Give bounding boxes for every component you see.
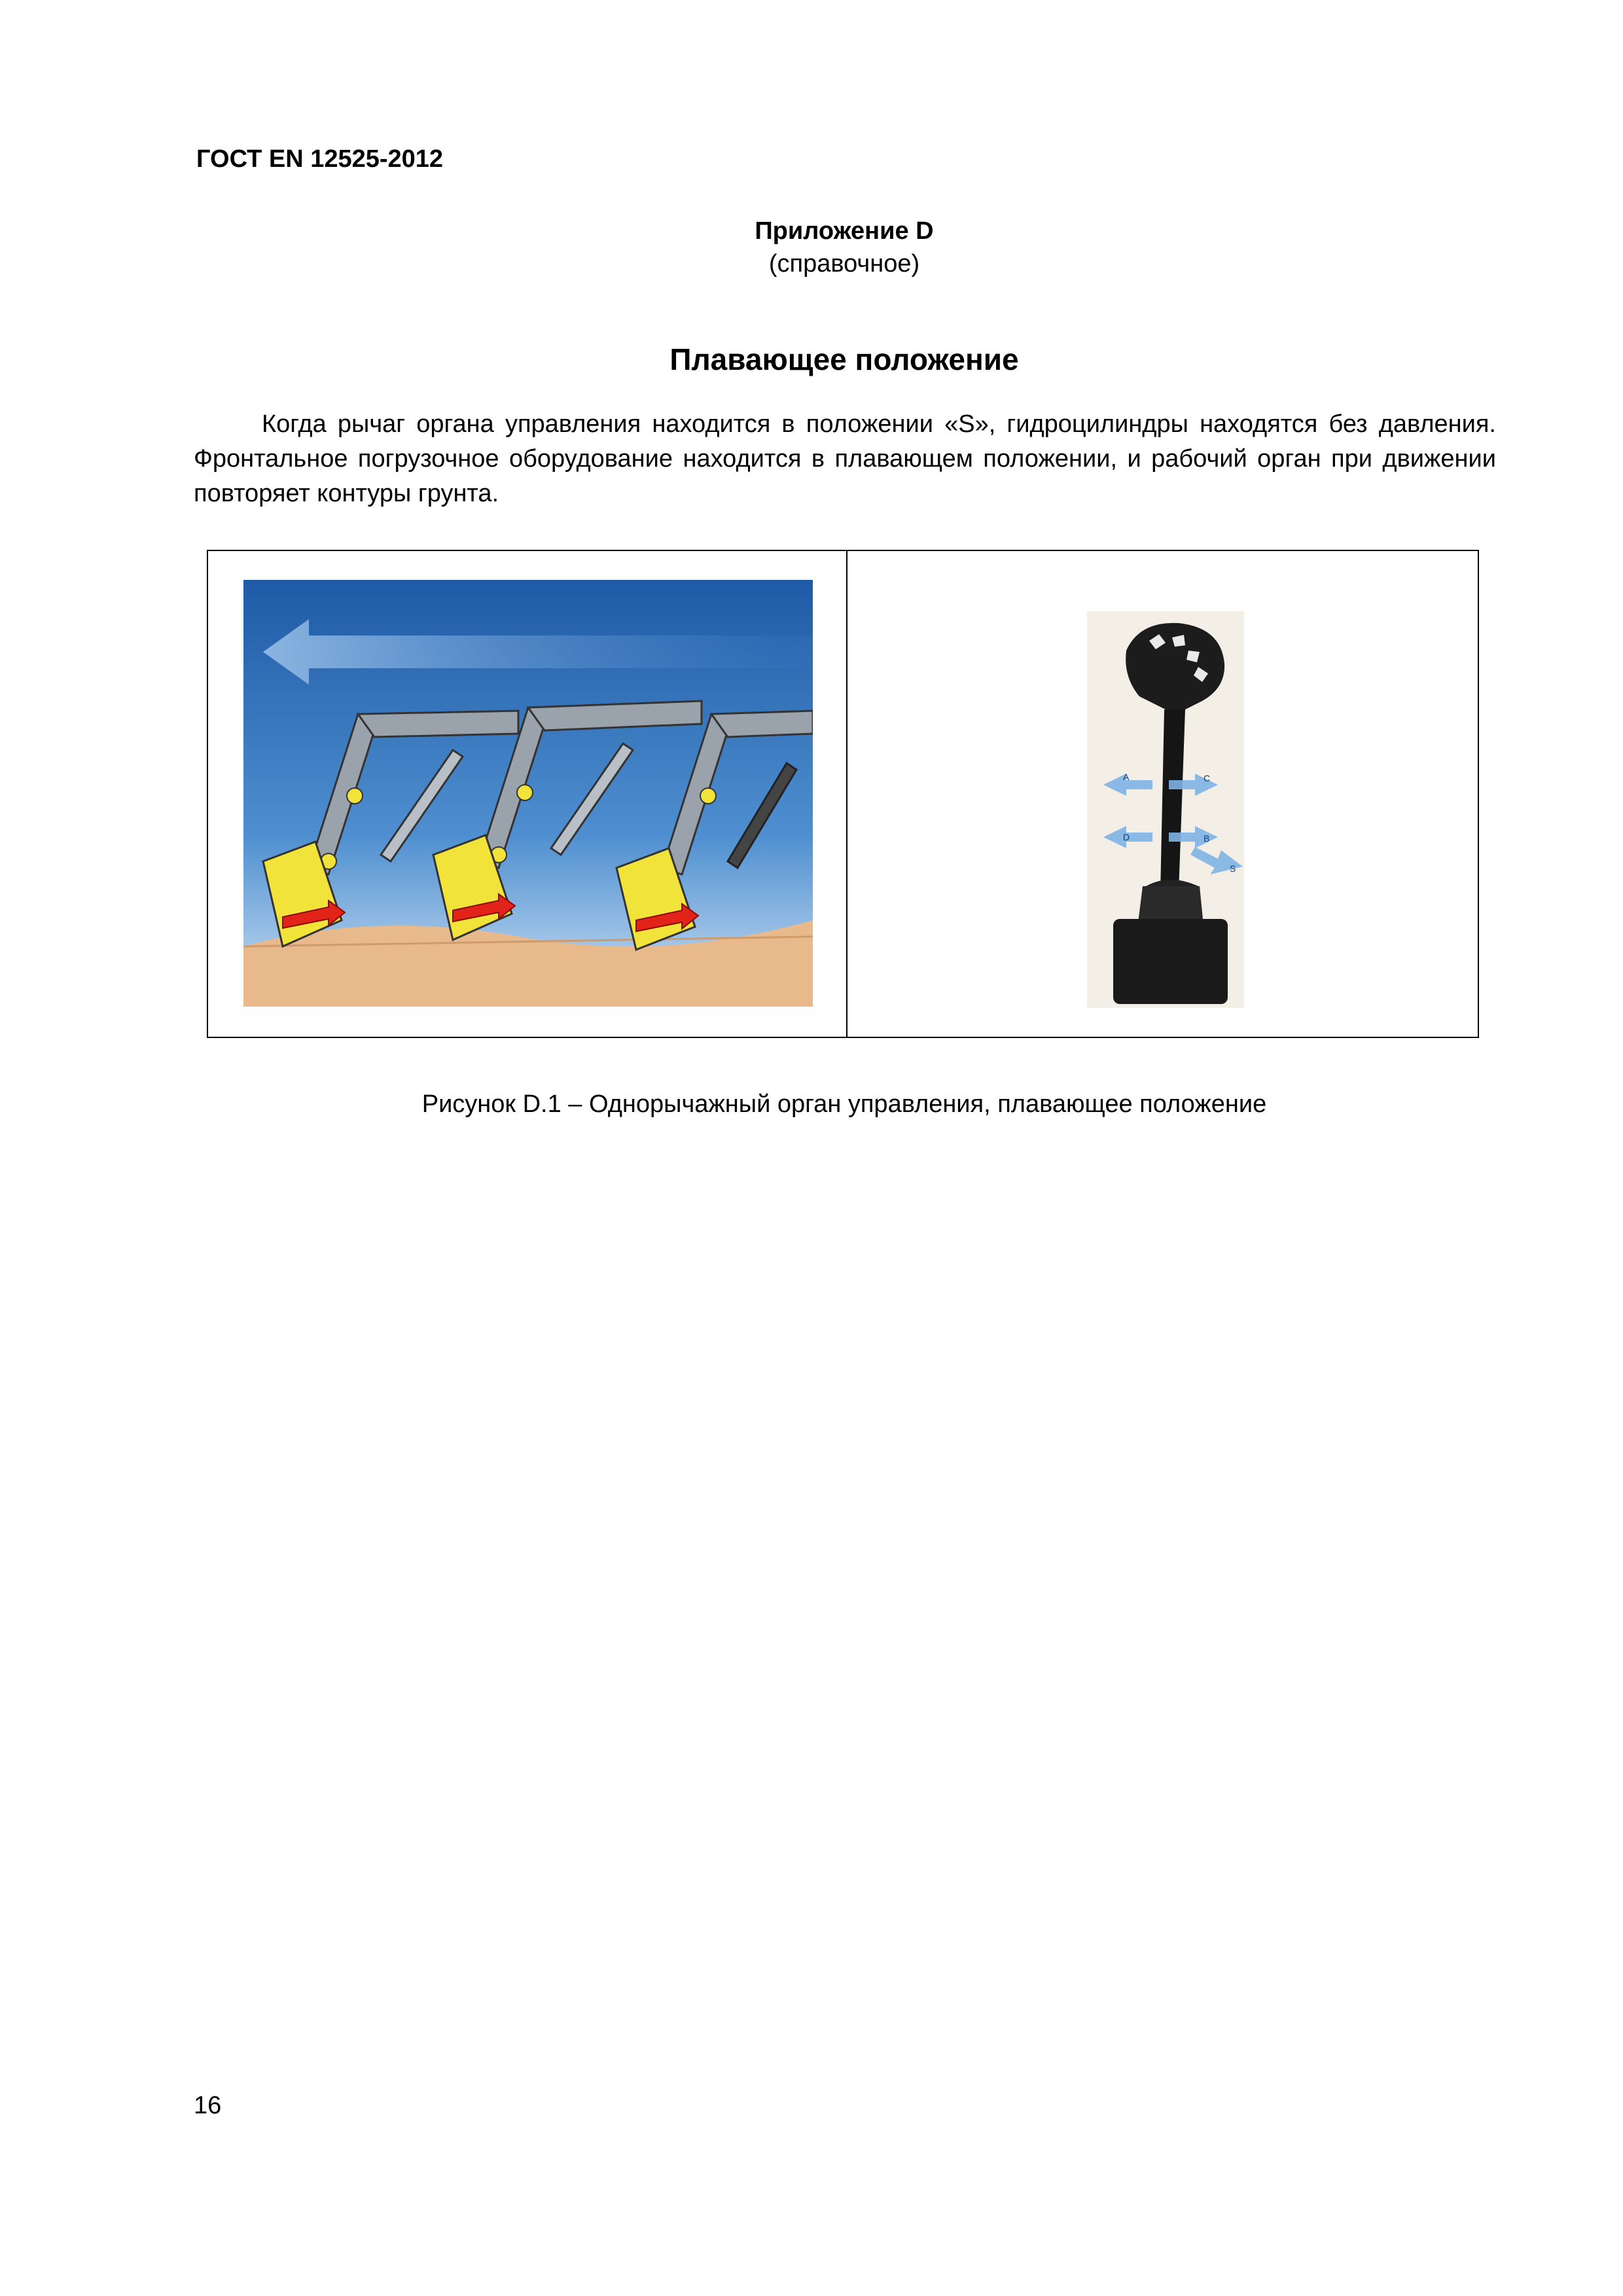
body-paragraph: Когда рычаг органа управления находится в положении «S», гидроцилиндры находятся без давления. Фронтальное погрузочное оборудование находится в плавающем положении, и рабочий орган при движении повторяет контуры грунта. [194,410,1496,507]
figure-caption: Рисунок D.1 – Однорычажный орган управления, плавающее положение [421,1090,1267,1118]
front-loader-illustration [243,580,813,1007]
joystick-label-d: D [1123,832,1130,842]
joystick-label-b: B [1204,833,1210,844]
annex-title: Приложение D [755,217,934,245]
joystick-label-c: C [1204,773,1211,783]
figure-cell-left [208,551,847,1037]
page-number: 16 [194,2092,222,2119]
annex-type: (справочное) [768,250,920,278]
joystick-label-s: S [1230,863,1236,874]
joystick-photo [1087,611,1244,1008]
section-heading: Плавающее положение [669,342,1019,376]
standard-id: ГОСТ EN 12525-2012 [196,145,444,173]
figure-cell-right [847,551,1478,1037]
joystick-label-a: A [1123,772,1130,782]
figure-frame [207,550,1479,1038]
